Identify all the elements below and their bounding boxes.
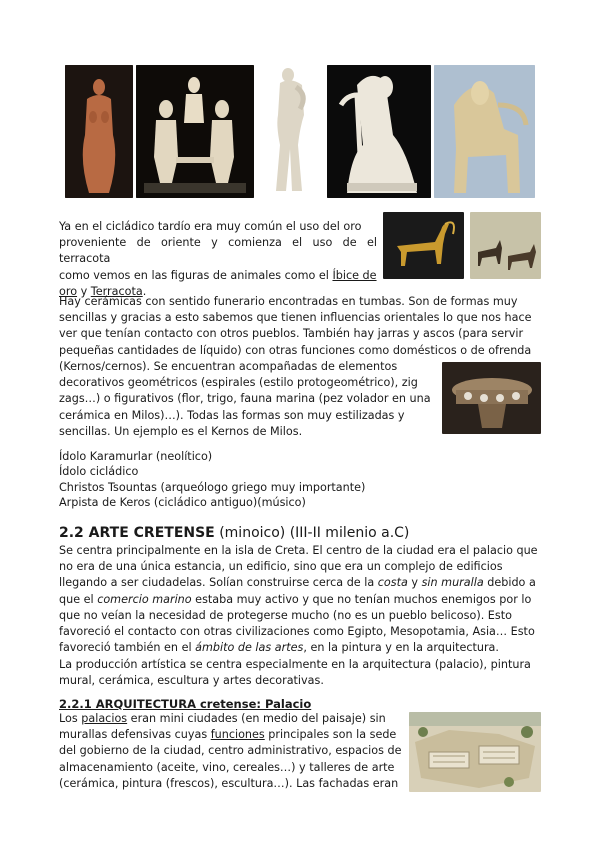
text-line: decorativos geométricos (espirales (estilo protogeométrico), zig <box>59 376 418 390</box>
text-line: oro y Terracota. <box>59 284 147 298</box>
ibex-gold-link-cont[interactable]: oro <box>59 284 78 298</box>
text-line: sencillas y gracias a esto sabemos que tienen influencias orientales lo que nos hace <box>59 311 532 325</box>
text-line: no era de una única estancia, un edificio, sino que era un complejo de edificios <box>59 560 503 574</box>
text-line: zags…) o figurativos (flor, trigo, fauna marina (pez volador en una <box>59 392 431 406</box>
list-item: Christos Tsountas (arqueólogo griego muy importante) <box>59 480 366 494</box>
section-heading-architecture: 2.2.1 ARQUITECTURA cretense: Palacio <box>59 697 312 711</box>
cycladic-idol-photo <box>258 65 324 198</box>
text-line: pequeñas cantidades de líquido) con otras funciones como domésticos o de ofrenda <box>59 343 532 357</box>
text-line: Los palacios eran mini ciudades (en medio del paisaje) sin <box>59 712 386 725</box>
text-line: como vemos en las figuras de animales como el Íbice de <box>59 268 377 282</box>
ibex-gold-link[interactable]: Íbice de <box>332 268 377 282</box>
paragraph-crete <box>59 543 541 656</box>
terracotta-link[interactable]: Terracota <box>90 284 143 298</box>
paragraph-funerary-ceramics <box>59 294 541 359</box>
text-line: que el comercio marino estaba muy activo y que no tenían muchos enemigos por lo <box>59 592 532 606</box>
karamurlar-idol-photo <box>65 65 133 198</box>
text-line: mural, cerámica, escultura y artes decorativas. <box>59 674 324 688</box>
paragraph-palaces <box>59 711 404 792</box>
knossos-palace-photo <box>409 712 541 792</box>
works-list <box>59 449 365 511</box>
section-heading-cretan-art: 2.2 ARTE CRETENSE (minoico) (III-II milenio a.C) <box>59 525 410 541</box>
list-item: Arpista de Keros (cicládico antiguo)(músico) <box>59 496 306 510</box>
list-item: Ídolo Karamurlar (neolítico) <box>59 450 213 463</box>
text-line: que no veían la necesidad de protegerse mucho (no es un pueblo belicoso). Esto <box>59 608 512 622</box>
text-line: almacenamiento (aceite, vino, cereales…) y talleres de arte <box>59 760 395 774</box>
text-line: favoreció el contacto con otras civilizaciones como Egipto, Mesopotamia, Asia… Esto <box>59 625 535 639</box>
text-line: (cerámica, pintura (frescos), escultura…). Las fachadas eran <box>59 776 399 790</box>
text-line: ver que tenían contacto con otros pueblos. También hay jarras y ascos (para servir <box>59 327 524 341</box>
list-item: Ídolo cicládico <box>59 465 139 479</box>
paragraph-production <box>59 657 541 689</box>
text-line: murallas defensivas cuyas funciones principales son la sede <box>59 728 397 742</box>
text-line: llegando a ser ciudadelas. Solían construirse cerca de la costa y sin muralla debido a <box>59 576 536 590</box>
text-line: Se centra principalmente en la isla de Creta. El centro de la ciudad era el palacio que <box>59 544 538 557</box>
text-line: sencillas. Un ejemplo es el Kernos de Milos. <box>59 424 303 438</box>
functions-underlined: funciones <box>210 728 265 742</box>
cycladic-group-photo <box>136 65 254 198</box>
paragraph-gold-terracotta <box>59 219 377 300</box>
text-line: (Kernos/cernos). Se encuentran acompañadas de elementos <box>59 360 398 373</box>
text-line: del gobierno de la ciudad, centro administrativo, espacios de <box>59 744 402 758</box>
text-line: proveniente de oriente y comienza el uso de el terracota <box>59 236 377 266</box>
terracotta-animals-photo <box>470 212 541 279</box>
text-line: favoreció también en el ámbito de las artes, en la pintura y en la arquitectura. <box>59 641 499 655</box>
seated-figure-photo <box>434 65 535 198</box>
palaces-underlined: palacios <box>81 712 128 725</box>
text-line: Ya en el cicládico tardío era muy común el uso del oro <box>59 220 362 233</box>
keros-harpist-photo <box>327 65 431 198</box>
paragraph-funerary-ceramics-wrap <box>59 359 438 440</box>
text-line: Hay cerámicas con sentido funerario encontradas en tumbas. Son de formas muy <box>59 295 518 308</box>
text-line: La producción artística se centra especialmente en la arquitectura (palacio), pintura <box>59 658 531 671</box>
gold-ibex-photo <box>383 212 464 279</box>
text-line: cerámica en Milos)…). Todas las formas son muy estilizadas y <box>59 408 405 422</box>
kernos-milos-photo <box>442 362 541 434</box>
